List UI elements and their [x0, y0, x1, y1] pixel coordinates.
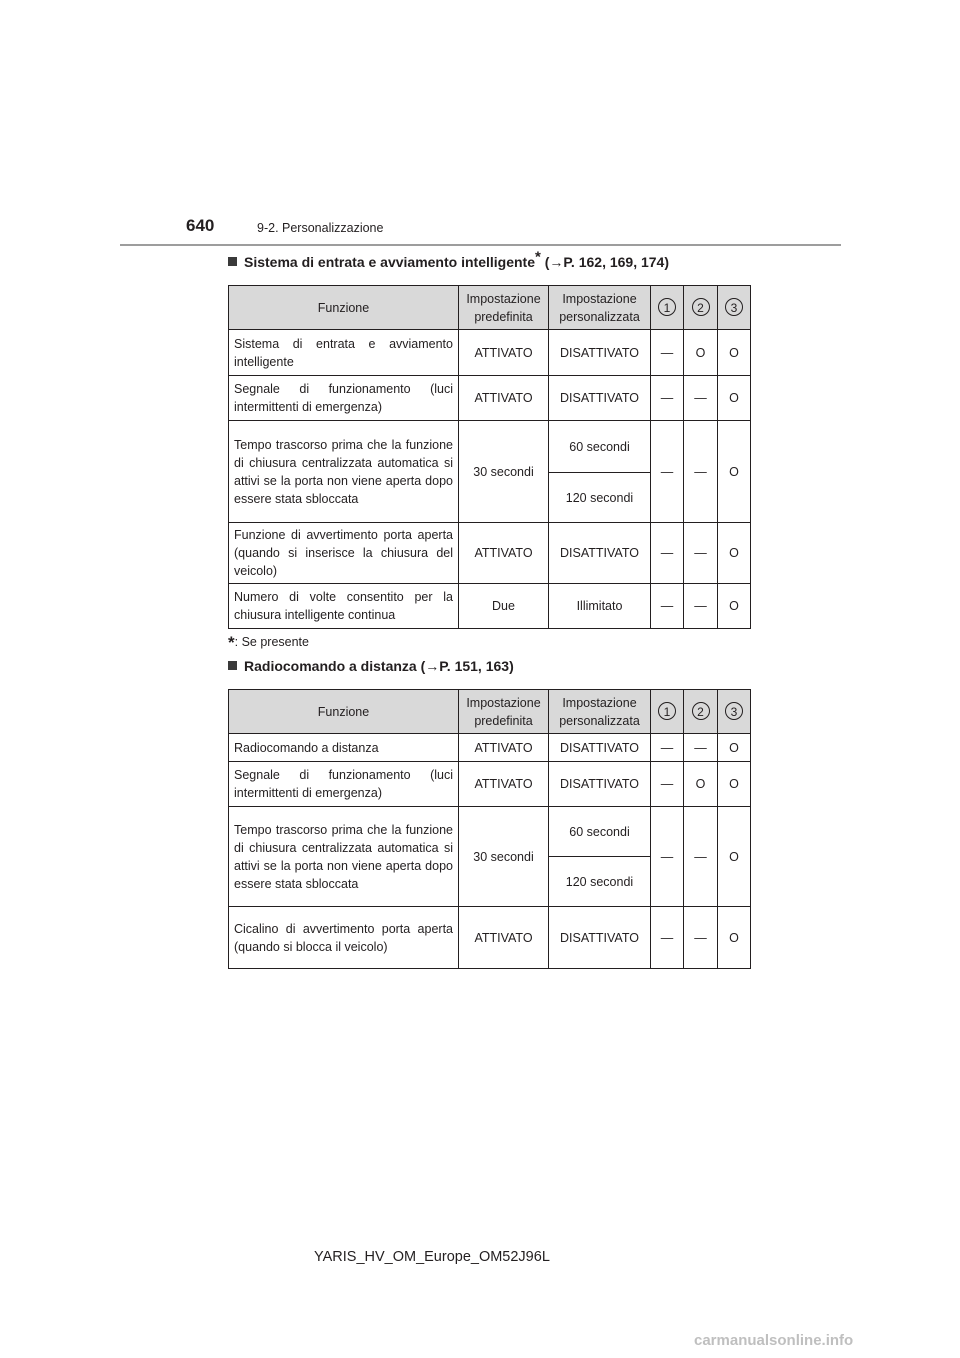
- column-header-function: Funzione: [229, 286, 459, 330]
- function-cell: Radiocomando a distanza: [229, 734, 459, 762]
- remote-control-settings-table: [228, 689, 751, 969]
- default-cell: ATTIVATO: [459, 907, 549, 969]
- mark-cell: —: [684, 734, 718, 762]
- custom-cell: DISATTIVATO: [549, 907, 651, 969]
- table-row: [229, 584, 751, 629]
- mark-cell: O: [718, 330, 751, 376]
- function-cell: Numero di volte consentito per la chiusura intelligente continua: [229, 584, 459, 629]
- default-cell: ATTIVATO: [459, 734, 549, 762]
- mark-cell: —: [684, 421, 718, 523]
- section-heading-remote-control: [228, 658, 514, 674]
- column-header-3: [718, 286, 751, 330]
- document-code: YARIS_HV_OM_Europe_OM52J96L: [314, 1249, 550, 1265]
- default-cell: Due: [459, 584, 549, 629]
- column-header-default: Impostazione predefinita: [459, 690, 549, 734]
- footnote: [228, 633, 309, 653]
- column-header-1: [651, 286, 684, 330]
- mark-cell: O: [684, 330, 718, 376]
- table-row: [229, 734, 751, 762]
- column-header-1: [651, 690, 684, 734]
- page-number: 640: [186, 216, 215, 235]
- mark-cell: —: [651, 421, 684, 523]
- function-cell: Tempo trascorso prima che la funzione di chiusura centralizzata automatica si attivi se la porta non viene aperta dopo essere stata sbloccata: [229, 807, 459, 907]
- default-cell: 30 secondi: [459, 421, 549, 523]
- table-row: [229, 376, 751, 421]
- circled-number-2-icon: 2: [692, 702, 710, 720]
- square-bullet-icon: [228, 257, 237, 266]
- custom-cell: 60 secondi: [549, 807, 651, 857]
- default-cell: ATTIVATO: [459, 330, 549, 376]
- mark-cell: O: [718, 523, 751, 584]
- table-row: [229, 523, 751, 584]
- circled-number-1-icon: 1: [658, 702, 676, 720]
- function-cell: Segnale di funzionamento (luci intermittenti di emergenza): [229, 762, 459, 807]
- function-cell: Sistema di entrata e avviamento intelligente: [229, 330, 459, 376]
- page-reference: (→P. 162, 169, 174): [540, 254, 670, 270]
- column-header-function: Funzione: [229, 690, 459, 734]
- table-row: [229, 330, 751, 376]
- table-row: [229, 762, 751, 807]
- mark-cell: O: [718, 421, 751, 523]
- mark-cell: O: [718, 376, 751, 421]
- smart-entry-settings-table: [228, 285, 751, 629]
- watermark: carmanualsonline.info: [694, 1332, 854, 1349]
- header-divider: [120, 244, 841, 246]
- mark-cell: O: [718, 762, 751, 807]
- section-title: 9-2. Personalizzazione: [257, 221, 384, 235]
- mark-cell: O: [718, 584, 751, 629]
- section-heading-text: Sistema di entrata e avviamento intelligente: [244, 254, 535, 270]
- column-header-custom: Impostazione personalizzata: [549, 690, 651, 734]
- mark-cell: —: [684, 376, 718, 421]
- custom-cell: DISATTIVATO: [549, 762, 651, 807]
- function-cell: Segnale di funzionamento (luci intermittenti di emergenza): [229, 376, 459, 421]
- custom-cell: 60 secondi: [549, 421, 651, 473]
- mark-cell: —: [651, 330, 684, 376]
- custom-cell: DISATTIVATO: [549, 734, 651, 762]
- mark-cell: —: [651, 762, 684, 807]
- column-header-custom: Impostazione personalizzata: [549, 286, 651, 330]
- mark-cell: —: [651, 807, 684, 907]
- mark-cell: O: [718, 734, 751, 762]
- default-cell: ATTIVATO: [459, 376, 549, 421]
- mark-cell: —: [684, 523, 718, 584]
- section-heading-text: Radiocomando a distanza: [244, 658, 417, 674]
- circled-number-3-icon: 3: [725, 702, 743, 720]
- default-cell: 30 secondi: [459, 807, 549, 907]
- default-cell: ATTIVATO: [459, 762, 549, 807]
- mark-cell: —: [651, 907, 684, 969]
- function-cell: Funzione di avvertimento porta aperta (quando si inserisce la chiusura del veicolo): [229, 523, 459, 584]
- column-header-3: [718, 690, 751, 734]
- custom-cell: DISATTIVATO: [549, 330, 651, 376]
- mark-cell: O: [684, 762, 718, 807]
- function-cell: Tempo trascorso prima che la funzione di chiusura centralizzata automatica si attivi se la porta non viene aperta dopo essere stata sbloccata: [229, 421, 459, 523]
- mark-cell: —: [684, 907, 718, 969]
- table-header-row: [229, 286, 751, 330]
- table-row: [229, 907, 751, 969]
- circled-number-1-icon: 1: [658, 298, 676, 316]
- column-header-default: Impostazione predefinita: [459, 286, 549, 330]
- default-cell: ATTIVATO: [459, 523, 549, 584]
- circled-number-2-icon: 2: [692, 298, 710, 316]
- square-bullet-icon: [228, 661, 237, 670]
- custom-cell: 120 secondi: [549, 473, 651, 523]
- circled-number-3-icon: 3: [725, 298, 743, 316]
- mark-cell: —: [651, 523, 684, 584]
- mark-cell: —: [651, 734, 684, 762]
- mark-cell: —: [684, 807, 718, 907]
- table-row: [229, 421, 751, 473]
- mark-cell: —: [684, 584, 718, 629]
- page-reference: (→P. 151, 163): [416, 658, 514, 674]
- mark-cell: O: [718, 907, 751, 969]
- custom-cell: DISATTIVATO: [549, 376, 651, 421]
- custom-cell: Illimitato: [549, 584, 651, 629]
- table-row: [229, 807, 751, 857]
- footnote-text: : Se presente: [234, 635, 309, 649]
- mark-cell: —: [651, 584, 684, 629]
- mark-cell: O: [718, 807, 751, 907]
- custom-cell: DISATTIVATO: [549, 523, 651, 584]
- asterisk-mark: *: [535, 248, 541, 266]
- mark-cell: —: [651, 376, 684, 421]
- custom-cell: 120 secondi: [549, 857, 651, 907]
- section-heading-smart-entry: [228, 248, 670, 270]
- footnote-asterisk: *: [228, 633, 235, 652]
- column-header-2: [684, 690, 718, 734]
- function-cell: Cicalino di avvertimento porta aperta (quando si blocca il veicolo): [229, 907, 459, 969]
- column-header-2: [684, 286, 718, 330]
- table-header-row: [229, 690, 751, 734]
